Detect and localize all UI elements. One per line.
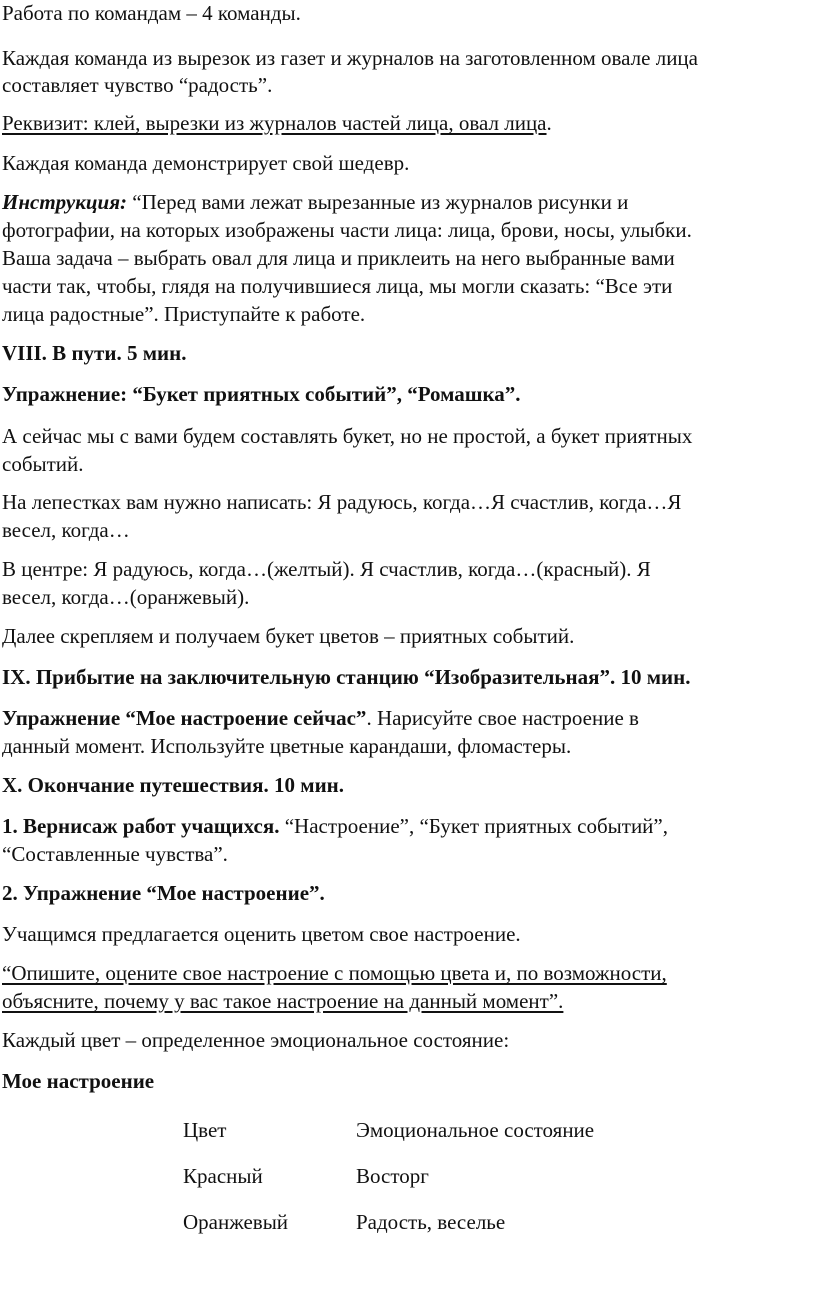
- section-heading-ix: IX. Прибытие на заключительную станцию “Изобразительная”. 10 мин.: [2, 665, 691, 689]
- instruction-line-4: части так, чтобы, глядя на получившиеся лица, мы могли сказать: “Все эти: [2, 274, 673, 298]
- vernissage-line-1: [2, 813, 668, 840]
- table-header-state: Эмоциональное состояние: [356, 1118, 595, 1142]
- paragraph-task-line-1: Каждая команда из вырезок из газет и журналов на заготовленном овале лица: [2, 46, 698, 70]
- paragraph-teams: Работа по командам – 4 команды.: [2, 1, 301, 25]
- exercise-mood-now-line-2: данный момент. Используйте цветные карандаши, фломастеры.: [2, 734, 572, 758]
- paragraph-bouquet-line-1: А сейчас мы с вами будем составлять букет, но не простой, а букет приятных: [2, 424, 693, 448]
- table-cell-state: Радость, веселье: [356, 1210, 506, 1234]
- instruction-line-3: Ваша задача – выбрать овал для лица и приклеить на него выбранные вами: [2, 246, 675, 270]
- paragraph-bouquet-line-2: событий.: [2, 452, 84, 476]
- paragraph-fasten: Далее скрепляем и получаем букет цветов – приятных событий.: [2, 624, 575, 648]
- instruction-line-2: фотографии, на которых изображены части лица: лица, брови, носы, улыбки.: [2, 218, 692, 242]
- paragraph-demonstrate: Каждая команда демонстрирует свой шедевр.: [2, 151, 410, 175]
- section-heading-viii: VIII. В пути. 5 мин.: [2, 341, 187, 365]
- vernissage-text: “Настроение”, “Букет приятных событий”,: [279, 814, 668, 838]
- paragraph-students-evaluate: Учащимся предлагается оценить цветом свое настроение.: [2, 922, 521, 946]
- instruction-text: “Перед вами лежат вырезанные из журналов рисунки и: [127, 190, 629, 214]
- paragraph-center-line-1: В центре: Я радуюсь, когда…(желтый). Я счастлив, когда…(красный). Я: [2, 557, 651, 581]
- instruction-label: Инструкция:: [2, 190, 128, 214]
- props-period: .: [546, 111, 552, 135]
- exercise-mood-now-title: Упражнение “Мое настроение сейчас”: [2, 706, 367, 730]
- paragraph-center-line-2: весел, когда…(оранжевый).: [2, 585, 250, 609]
- quote-describe-line-2: объясните, почему у вас такое настроение на данный момент”.: [2, 989, 564, 1013]
- table-cell-color: Красный: [183, 1164, 263, 1188]
- paragraph-petals-line-2: весел, когда…: [2, 518, 130, 542]
- table-cell-color: Оранжевый: [183, 1210, 289, 1234]
- instruction-line-5: лица радостные”. Приступайте к работе.: [2, 302, 366, 326]
- exercise-bouquet-heading: Упражнение: “Букет приятных событий”, “Ромашка”.: [2, 382, 521, 406]
- paragraph-petals-line-1: На лепестках вам нужно написать: Я радуюсь, когда…Я счастлив, когда…Я: [2, 490, 682, 514]
- props-underlined-text: Реквизит: клей, вырезки из журналов частей лица, овал лица: [2, 111, 547, 135]
- vernissage-title: 1. Вернисаж работ учащихся.: [2, 814, 280, 838]
- table-cell-state: Восторг: [356, 1164, 429, 1188]
- vernissage-line-2: “Составленные чувства”.: [2, 842, 228, 866]
- quote-describe-line-1: “Опишите, оцените свое настроение с помощью цвета и, по возможности,: [2, 961, 667, 985]
- table-header-color: Цвет: [183, 1118, 227, 1142]
- paragraph-task-line-2: составляет чувство “радость”.: [2, 73, 273, 97]
- exercise-my-mood-heading: 2. Упражнение “Мое настроение”.: [2, 881, 325, 905]
- my-mood-heading: Мое настроение: [2, 1069, 155, 1093]
- section-heading-x: X. Окончание путешествия. 10 мин.: [2, 773, 345, 797]
- exercise-mood-now-text: . Нарисуйте свое настроение в: [366, 706, 639, 730]
- instruction-line-1: [2, 189, 628, 216]
- paragraph-each-color: Каждый цвет – определенное эмоциональное состояние:: [2, 1028, 510, 1052]
- paragraph-props: [2, 110, 552, 137]
- exercise-mood-now-line-1: [2, 705, 639, 732]
